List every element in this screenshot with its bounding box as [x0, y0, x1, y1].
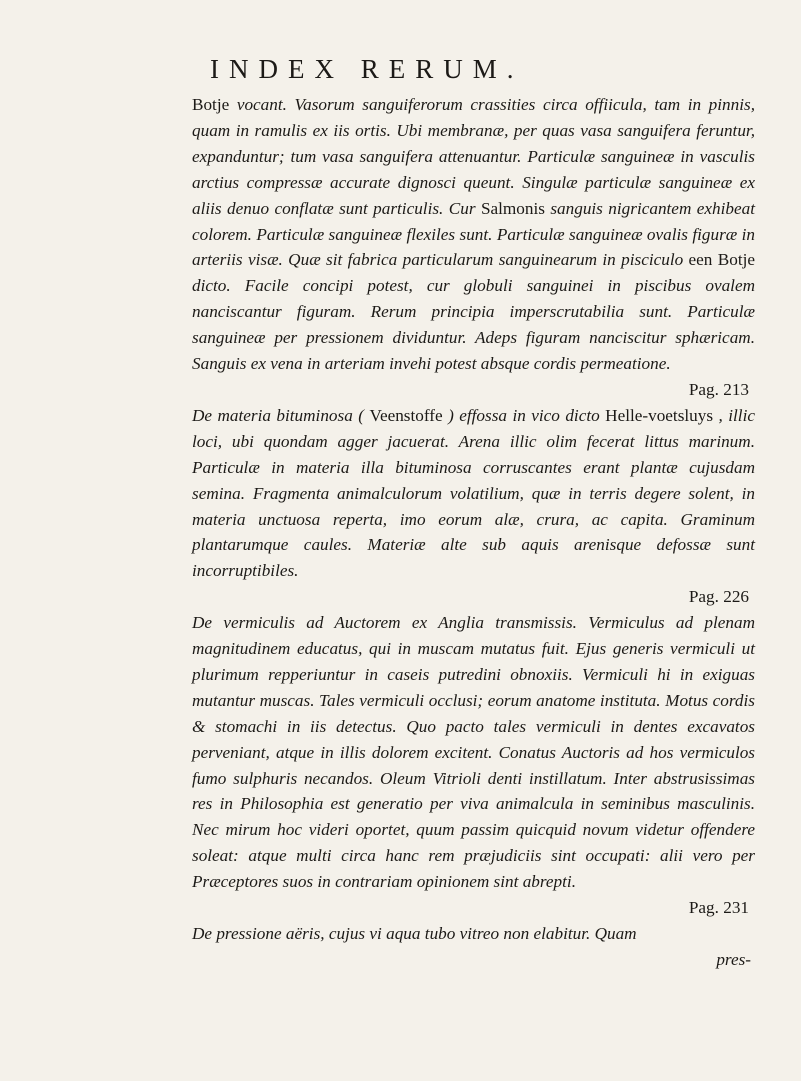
entry-text: , illic loci, ubi quondam agger jacuerat. Arena illic olim fecerat littus marinum. Particulæ in materia illa bituminosa corruscantes erant plantæ cujusdam semina. Fragmenta animalculorum volatilium, quæ in terris degere solent, in materia unctuosa reperta, imo eorum alæ, crura, ac capita. Graminum plantarumque caules. Materiæ alte sub aquis arenisque defossæ sunt incorruptibiles. [192, 405, 755, 581]
entry-text: sanguis nigricantem exhibeat colorem. Particulæ sanguineæ flexiles sunt. Particulæ sanguineæ ovalis figuræ in arteriis visæ. Quæ sit fabrica particularum sanguinearum in pisciculo [192, 198, 755, 270]
entry-text: De materia bituminosa ( [192, 405, 370, 425]
entry-text: dicto. Facile concipi potest, cur globuli sanguinei in piscibus ovalem nanciscantur figuram. Rerum principia imperscrutabilia sunt. Particulæ sanguineæ per pressionem dividuntur. Adeps figuram nanciscitur sphæricam. Sanguis ex vena in arteriam invehi potest absque cordis permeatione. [192, 276, 755, 374]
entry-text: De vermiculis ad Auctorem ex Anglia transmissis. Vermiculus ad plenam magnitudinem educatus, qui in muscam mutatus fuit. Ejus generis vermiculi ut plurimum repperiuntur in caseis putredini obnoxiis. Vermiculi hi in exiguas mutantur muscas. Tales vermiculi occlusi; eorum anatome instituta. Motus cordis & stomachi in iis detectus. Quo pacto tales vermiculi in dentes excavatos perveniant, atque in illis dolorem excitent. Conatus Auctoris ad hos vermiculos fumo sulphuris necandos. Oleum Vitrioli denti instillatum. Inter abstrusissimas res in Philosophia est generatio per viva animalcula in seminibus masculinis. Nec mirum hoc videri oportet, quum passim quicquid novum videtur offendere soleat: atque multi circa hanc rem præjudiciis sint occupati: alii vero per Præceptores suos in contrariam opinionem sint abrepti. [192, 613, 755, 892]
entry-text: ) effossa in vico dicto [448, 405, 606, 425]
page-reference: Pag. 231 [688, 898, 749, 918]
entry-text: De pressione aëris, cujus vi aqua tubo vitreo non elabitur. Quam [192, 924, 637, 943]
entry-text: vocant. Vasorum sanguiferorum crassities circa offiicula, tam in pinnis, quam in ramulis ex iis ortis. Ubi membranæ, per quas vasa sanguifera feruntur, expanduntur; tum vasa sanguifera attenuantur. Particulæ sanguineæ in vasculis arctius compressæ accurate dignosci queunt. Singulæ particulæ sanguineæ ex aliis denuo conflatæ sunt particulis. Cur [192, 95, 755, 218]
index-body [192, 92, 755, 973]
page-reference: Pag. 213 [688, 379, 749, 399]
entry-text: Salmonis [480, 198, 551, 218]
index-entry-4 [192, 921, 755, 973]
index-entry-2 [192, 403, 755, 610]
index-entry-3 [192, 610, 755, 921]
entry-text: Helle-voetsluys [605, 405, 719, 425]
page-reference: Pag. 226 [688, 587, 749, 607]
entry-text: Veenstoffe [369, 405, 449, 425]
index-entry-1 [192, 92, 755, 403]
entry-text: Botje [192, 95, 237, 114]
entry-text: een Botje [688, 250, 755, 270]
running-head: INDEX RERUM. [210, 54, 524, 84]
catchword: pres- [716, 949, 751, 969]
